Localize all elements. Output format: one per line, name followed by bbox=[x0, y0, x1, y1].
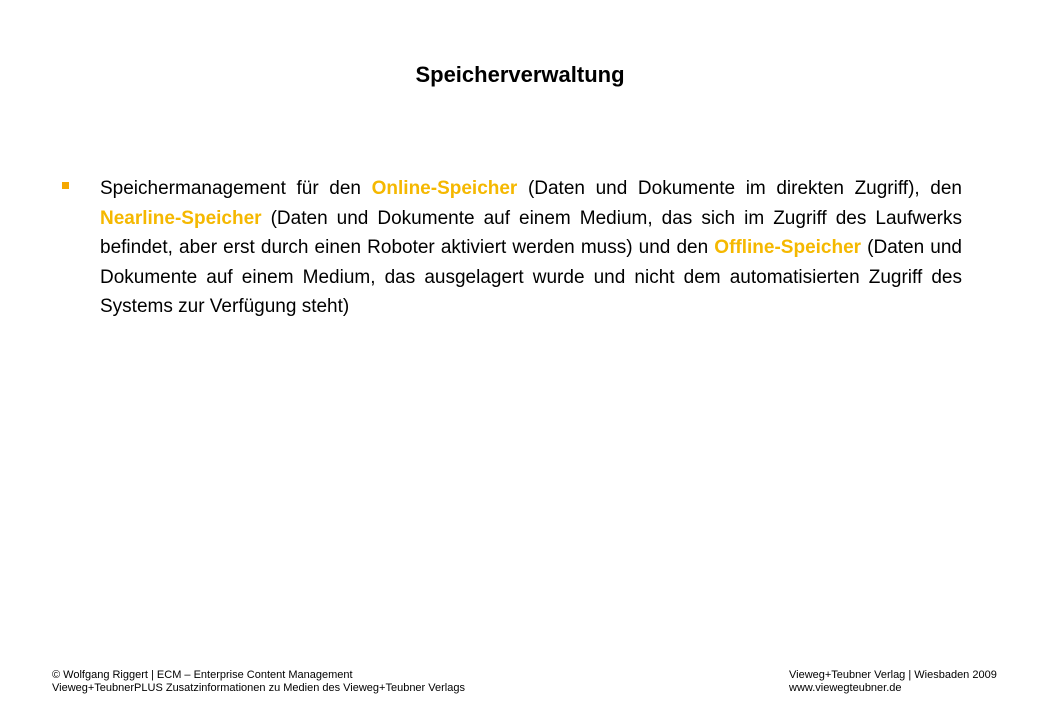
footer-left bbox=[52, 669, 465, 695]
bullet-item bbox=[62, 174, 962, 322]
footer-publisher: Vieweg+Teubner Verlag | Wiesbaden 2009 bbox=[789, 669, 997, 681]
bullet-text-part-2: (Daten und Dokumente im direkten Zugriff), den bbox=[517, 178, 962, 199]
bullet-text-part-3: (Daten und Dokumente auf einem Medium, das sich im Zugriff des Laufwerks befindet, aber erst durch einen Roboter aktiviert werden muss) und den bbox=[100, 207, 962, 259]
page-title: Speicherverwaltung bbox=[415, 62, 625, 87]
footer-copyright: © Wolfgang Riggert | ECM – Enterprise Content Management bbox=[52, 669, 353, 681]
highlight-nearline-speicher: Nearline-Speicher bbox=[100, 207, 262, 229]
bullet-text-part-1: Speichermanagement für den bbox=[100, 178, 372, 199]
highlight-online-speicher: Online-Speicher bbox=[371, 178, 518, 199]
footer-website: www.viewegteubner.de bbox=[789, 682, 902, 694]
bullet-text-part-4: (Daten und Dokumente auf einem Medium, das ausgelagert wurde und nicht dem automatisierten Zugriff des Systems zur Verfügung steht) bbox=[100, 237, 962, 318]
footer-subtitle: Vieweg+TeubnerPLUS Zusatzinformationen zu Medien des Vieweg+Teubner Verlags bbox=[52, 682, 465, 694]
highlight-offline-speicher: Offline-Speicher bbox=[714, 237, 862, 259]
footer-right bbox=[789, 669, 997, 695]
bullet-text bbox=[100, 174, 962, 322]
square-bullet-icon bbox=[62, 182, 69, 189]
